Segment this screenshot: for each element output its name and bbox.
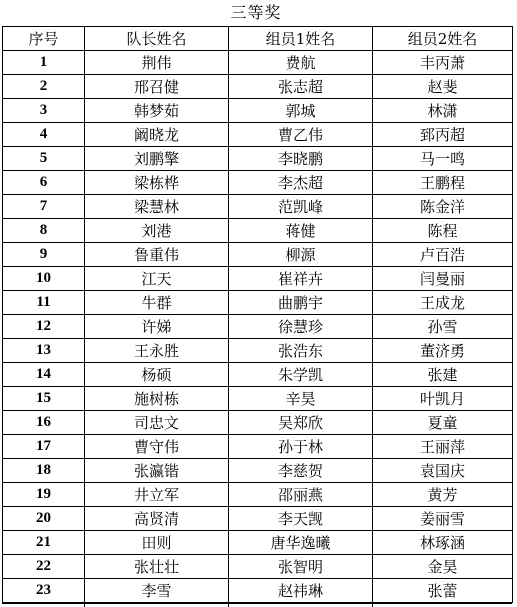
cell-captain-name: 阚晓龙 [85, 123, 229, 147]
table-row [3, 579, 513, 603]
cell-number: 13 [3, 339, 85, 363]
table-row [3, 387, 513, 411]
cell-number: 18 [3, 459, 85, 483]
cell-member2-name: 张建 [373, 363, 513, 387]
cell-captain-name: 韩梦茹 [85, 99, 229, 123]
cell-member1-name: 张志超 [229, 75, 373, 99]
cell-number: 15 [3, 387, 85, 411]
cell-number: 9 [3, 243, 85, 267]
cell-member1-name: 柳源 [229, 243, 373, 267]
cell-captain-name: 邢召健 [85, 75, 229, 99]
cell-member2-name: 赵斐 [373, 75, 513, 99]
table-row [3, 411, 513, 435]
header-cell-member2: 组员2姓名 [373, 27, 513, 51]
cell-captain-name: 江天 [85, 267, 229, 291]
header-row [3, 27, 513, 51]
cell-member1-name: 张浩东 [229, 339, 373, 363]
cell-number: 2 [3, 75, 85, 99]
cell-member2-name: 郅丙超 [373, 123, 513, 147]
table-row [3, 51, 513, 75]
cell-member2-name: 董济勇 [373, 339, 513, 363]
cell-member2-name: 叶凯月 [373, 387, 513, 411]
cell-member2-name: 卢百浩 [373, 243, 513, 267]
cell-member2-name: 黄芳 [373, 483, 513, 507]
cell-captain-name: 李雪 [85, 579, 229, 603]
cell-member1-name: 崔祥卉 [229, 267, 373, 291]
table-row [3, 315, 513, 339]
header-cell-number: 序号 [3, 27, 85, 51]
table-row [3, 339, 513, 363]
cell-member1-name: 范凯峰 [229, 195, 373, 219]
cell-member1-name: 李晓鹏 [229, 147, 373, 171]
table-row [3, 291, 513, 315]
cell-member2-name: 陈金洋 [373, 195, 513, 219]
table-row [3, 483, 513, 507]
cell-member2-name: 张蕾 [373, 579, 513, 603]
cell-member2-name: 陈程 [373, 219, 513, 243]
cell-number: 3 [3, 99, 85, 123]
cell-member1-name: 曲鹏宇 [229, 291, 373, 315]
cell-number: 1 [3, 51, 85, 75]
cell-number: 4 [3, 123, 85, 147]
cell-member2-name: 闫曼丽 [373, 267, 513, 291]
cell-member1-name: 曹乙伟 [229, 123, 373, 147]
cell-captain-name: 司忠文 [85, 411, 229, 435]
cell-number: 8 [3, 219, 85, 243]
cell-captain-name: 刘鹏擎 [85, 147, 229, 171]
header-cell-member1: 组员1姓名 [229, 27, 373, 51]
cell-captain-name: 高贤清 [85, 507, 229, 531]
table-row [3, 75, 513, 99]
cell-captain-name: 许娣 [85, 315, 229, 339]
cell-member1-name: 吴郑欣 [229, 411, 373, 435]
cell-number: 11 [3, 291, 85, 315]
cell-captain-name: 梁栋桦 [85, 171, 229, 195]
cell-member2-name: 林潇 [373, 99, 513, 123]
cell-member1-name: 朱学凯 [229, 363, 373, 387]
table-row [3, 531, 513, 555]
cell-number: 7 [3, 195, 85, 219]
cell-number: 20 [3, 507, 85, 531]
cell-captain-name: 牛群 [85, 291, 229, 315]
table-row [3, 243, 513, 267]
table-row [3, 195, 513, 219]
cell-number: 17 [3, 435, 85, 459]
table-row [3, 459, 513, 483]
cell-member1-name: 郭城 [229, 99, 373, 123]
cell-member2-name: 孙雪 [373, 315, 513, 339]
cell-captain-name: 井立军 [85, 483, 229, 507]
cell-captain-name: 田则 [85, 531, 229, 555]
cell-captain-name: 王永胜 [85, 339, 229, 363]
cell-member1-name: 李杰超 [229, 171, 373, 195]
cell-member1-name: 徐慧珍 [229, 315, 373, 339]
cell-member1-name: 李慈贺 [229, 459, 373, 483]
cell-captain-name: 张瀛锴 [85, 459, 229, 483]
cell-member1-name: 邵丽燕 [229, 483, 373, 507]
table-row [3, 147, 513, 171]
cell-member2-name: 王鹏程 [373, 171, 513, 195]
award-title: 三等奖 [230, 3, 282, 22]
cell-number: 22 [3, 555, 85, 579]
cell-number: 23 [3, 579, 85, 603]
cell-member1-name: 张智明 [229, 555, 373, 579]
table-row [3, 363, 513, 387]
cell-member2-name: 夏童 [373, 411, 513, 435]
cell-captain-name: 杨硕 [85, 363, 229, 387]
cell-captain-name: 施树栋 [85, 387, 229, 411]
table-row [3, 99, 513, 123]
cell-number: 10 [3, 267, 85, 291]
cell-member1-name: 赵祎琳 [229, 579, 373, 603]
table-row [3, 267, 513, 291]
cell-captain-name: 曹守伟 [85, 435, 229, 459]
cell-number: 14 [3, 363, 85, 387]
table-row [3, 435, 513, 459]
table-row [3, 219, 513, 243]
cell-captain-name: 荆伟 [85, 51, 229, 75]
table-row [3, 555, 513, 579]
cell-number: 16 [3, 411, 85, 435]
cell-member1-name: 蒋健 [229, 219, 373, 243]
cell-member2-name: 马一鸣 [373, 147, 513, 171]
cell-number: 21 [3, 531, 85, 555]
cell-member1-name: 李天觊 [229, 507, 373, 531]
cell-member1-name: 辛昊 [229, 387, 373, 411]
table-row [3, 123, 513, 147]
cell-captain-name: 梁慧林 [85, 195, 229, 219]
table-row [3, 171, 513, 195]
cell-member1-name: 孙于林 [229, 435, 373, 459]
cell-member2-name: 王丽萍 [373, 435, 513, 459]
table-body [3, 51, 513, 603]
cell-number: 5 [3, 147, 85, 171]
cell-member2-name: 林琢涵 [373, 531, 513, 555]
header-cell-captain: 队长姓名 [85, 27, 229, 51]
award-table [2, 26, 513, 603]
cell-member1-name: 费航 [229, 51, 373, 75]
cell-captain-name: 刘港 [85, 219, 229, 243]
cell-number: 6 [3, 171, 85, 195]
table-row [3, 507, 513, 531]
cell-member2-name: 金昊 [373, 555, 513, 579]
cell-number: 19 [3, 483, 85, 507]
cut-off-row-border [2, 603, 512, 607]
cell-member1-name: 唐华逸曦 [229, 531, 373, 555]
cell-member2-name: 王成龙 [373, 291, 513, 315]
cell-captain-name: 张壮壮 [85, 555, 229, 579]
cell-member2-name: 姜丽雪 [373, 507, 513, 531]
cell-member2-name: 袁国庆 [373, 459, 513, 483]
cell-number: 12 [3, 315, 85, 339]
cell-member2-name: 丰丙萧 [373, 51, 513, 75]
cell-captain-name: 鲁重伟 [85, 243, 229, 267]
